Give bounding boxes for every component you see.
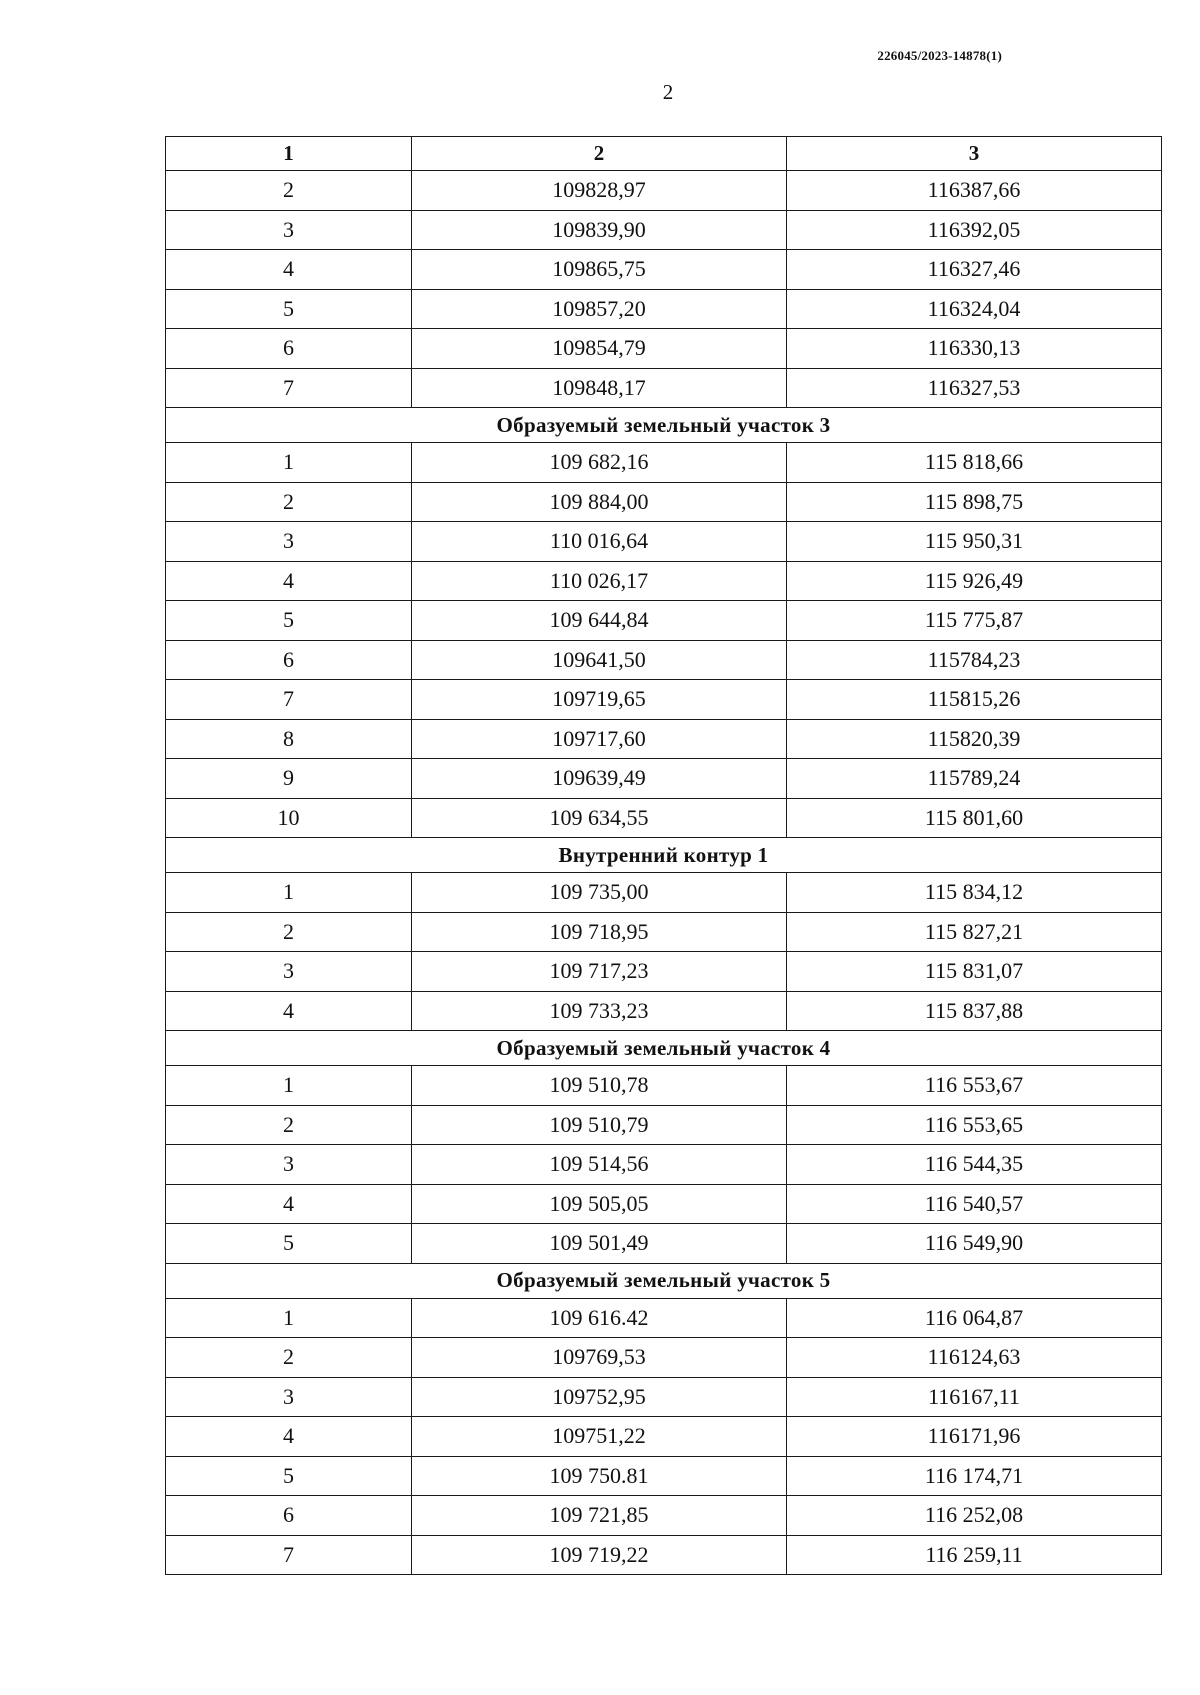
x-coordinate-cell: 109 718,95 [412, 912, 787, 952]
table-row [166, 1184, 1162, 1224]
point-number-cell: 5 [166, 289, 412, 329]
x-coordinate-cell: 109717,60 [412, 719, 787, 759]
point-number-cell: 4 [166, 1417, 412, 1457]
point-number-cell: 3 [166, 1145, 412, 1185]
document-number: 226045/2023-14878(1) [877, 48, 1002, 63]
x-coordinate-cell: 109641,50 [412, 640, 787, 680]
x-coordinate-cell: 109848,17 [412, 368, 787, 408]
table-row [166, 991, 1162, 1031]
table-row [166, 912, 1162, 952]
x-coordinate-cell: 110 026,17 [412, 561, 787, 601]
column-header-1: 1 [166, 137, 412, 171]
x-coordinate-cell: 109751,22 [412, 1417, 787, 1457]
point-number-cell: 7 [166, 680, 412, 720]
y-coordinate-cell: 116 259,11 [787, 1535, 1162, 1575]
y-coordinate-cell: 116 544,35 [787, 1145, 1162, 1185]
x-coordinate-cell: 109 505,05 [412, 1184, 787, 1224]
point-number-cell: 1 [166, 1066, 412, 1106]
y-coordinate-cell: 115 837,88 [787, 991, 1162, 1031]
x-coordinate-cell: 109 510,78 [412, 1066, 787, 1106]
x-coordinate-cell: 109 884,00 [412, 482, 787, 522]
point-number-cell: 4 [166, 561, 412, 601]
coordinates-table [165, 136, 1162, 1575]
table-row [166, 1496, 1162, 1536]
point-number-cell: 7 [166, 1535, 412, 1575]
point-number-cell: 3 [166, 522, 412, 562]
x-coordinate-cell: 109 644,84 [412, 601, 787, 641]
table-row [166, 601, 1162, 641]
y-coordinate-cell: 116124,63 [787, 1338, 1162, 1378]
x-coordinate-cell: 109 750.81 [412, 1456, 787, 1496]
point-number-cell: 6 [166, 640, 412, 680]
point-number-cell: 4 [166, 991, 412, 1031]
y-coordinate-cell: 116 553,65 [787, 1105, 1162, 1145]
table-row [166, 798, 1162, 838]
point-number-cell: 2 [166, 171, 412, 211]
y-coordinate-cell: 116 549,90 [787, 1224, 1162, 1264]
x-coordinate-cell: 109 634,55 [412, 798, 787, 838]
point-number-cell: 9 [166, 759, 412, 799]
y-coordinate-cell: 115 827,21 [787, 912, 1162, 952]
y-coordinate-cell: 115 926,49 [787, 561, 1162, 601]
table-body [166, 171, 1162, 1575]
point-number-cell: 5 [166, 1224, 412, 1264]
point-number-cell: 7 [166, 368, 412, 408]
section-row [166, 408, 1162, 443]
point-number-cell: 2 [166, 482, 412, 522]
section-title: Образуемый земельный участок 4 [166, 1031, 1162, 1066]
table-row [166, 1224, 1162, 1264]
y-coordinate-cell: 116171,96 [787, 1417, 1162, 1457]
y-coordinate-cell: 116167,11 [787, 1377, 1162, 1417]
y-coordinate-cell: 116327,46 [787, 250, 1162, 290]
table-row [166, 210, 1162, 250]
table-row [166, 443, 1162, 483]
table-row [166, 680, 1162, 720]
x-coordinate-cell: 109 616.42 [412, 1298, 787, 1338]
y-coordinate-cell: 115 801,60 [787, 798, 1162, 838]
y-coordinate-cell: 116327,53 [787, 368, 1162, 408]
x-coordinate-cell: 110 016,64 [412, 522, 787, 562]
point-number-cell: 2 [166, 1105, 412, 1145]
x-coordinate-cell: 109 514,56 [412, 1145, 787, 1185]
table-row [166, 640, 1162, 680]
section-title: Внутренний контур 1 [166, 838, 1162, 873]
y-coordinate-cell: 116 252,08 [787, 1496, 1162, 1536]
y-coordinate-cell: 116387,66 [787, 171, 1162, 211]
point-number-cell: 2 [166, 912, 412, 952]
section-title: Образуемый земельный участок 3 [166, 408, 1162, 443]
y-coordinate-cell: 116324,04 [787, 289, 1162, 329]
y-coordinate-cell: 115 950,31 [787, 522, 1162, 562]
table-row [166, 1417, 1162, 1457]
table-row [166, 522, 1162, 562]
x-coordinate-cell: 109 735,00 [412, 873, 787, 913]
y-coordinate-cell: 115784,23 [787, 640, 1162, 680]
point-number-cell: 6 [166, 329, 412, 369]
y-coordinate-cell: 116 553,67 [787, 1066, 1162, 1106]
y-coordinate-cell: 115 898,75 [787, 482, 1162, 522]
table-row [166, 1145, 1162, 1185]
point-number-cell: 3 [166, 210, 412, 250]
y-coordinate-cell: 115815,26 [787, 680, 1162, 720]
y-coordinate-cell: 115 818,66 [787, 443, 1162, 483]
x-coordinate-cell: 109 733,23 [412, 991, 787, 1031]
x-coordinate-cell: 109 717,23 [412, 952, 787, 992]
x-coordinate-cell: 109839,90 [412, 210, 787, 250]
y-coordinate-cell: 116 174,71 [787, 1456, 1162, 1496]
y-coordinate-cell: 116 540,57 [787, 1184, 1162, 1224]
table-row [166, 289, 1162, 329]
x-coordinate-cell: 109752,95 [412, 1377, 787, 1417]
point-number-cell: 4 [166, 250, 412, 290]
point-number-cell: 1 [166, 873, 412, 913]
point-number-cell: 3 [166, 1377, 412, 1417]
point-number-cell: 10 [166, 798, 412, 838]
y-coordinate-cell: 116 064,87 [787, 1298, 1162, 1338]
x-coordinate-cell: 109865,75 [412, 250, 787, 290]
x-coordinate-cell: 109719,65 [412, 680, 787, 720]
x-coordinate-cell: 109 682,16 [412, 443, 787, 483]
section-row [166, 1031, 1162, 1066]
table-row [166, 368, 1162, 408]
x-coordinate-cell: 109857,20 [412, 289, 787, 329]
table-row [166, 1377, 1162, 1417]
point-number-cell: 1 [166, 443, 412, 483]
x-coordinate-cell: 109828,97 [412, 171, 787, 211]
point-number-cell: 4 [166, 1184, 412, 1224]
column-header-3: 3 [787, 137, 1162, 171]
section-title: Образуемый земельный участок 5 [166, 1263, 1162, 1298]
point-number-cell: 2 [166, 1338, 412, 1378]
table-row [166, 1066, 1162, 1106]
column-header-2: 2 [412, 137, 787, 171]
section-row [166, 838, 1162, 873]
point-number-cell: 5 [166, 601, 412, 641]
y-coordinate-cell: 116392,05 [787, 210, 1162, 250]
table-row [166, 1105, 1162, 1145]
x-coordinate-cell: 109 719,22 [412, 1535, 787, 1575]
y-coordinate-cell: 116330,13 [787, 329, 1162, 369]
x-coordinate-cell: 109 510,79 [412, 1105, 787, 1145]
table-row [166, 1535, 1162, 1575]
x-coordinate-cell: 109769,53 [412, 1338, 787, 1378]
y-coordinate-cell: 115 831,07 [787, 952, 1162, 992]
point-number-cell: 3 [166, 952, 412, 992]
table-row [166, 1338, 1162, 1378]
x-coordinate-cell: 109854,79 [412, 329, 787, 369]
x-coordinate-cell: 109 501,49 [412, 1224, 787, 1264]
section-row [166, 1263, 1162, 1298]
x-coordinate-cell: 109639,49 [412, 759, 787, 799]
y-coordinate-cell: 115789,24 [787, 759, 1162, 799]
y-coordinate-cell: 115 775,87 [787, 601, 1162, 641]
y-coordinate-cell: 115820,39 [787, 719, 1162, 759]
table-row [166, 1298, 1162, 1338]
point-number-cell: 8 [166, 719, 412, 759]
x-coordinate-cell: 109 721,85 [412, 1496, 787, 1536]
table-header [166, 137, 1162, 171]
table-row [166, 759, 1162, 799]
point-number-cell: 1 [166, 1298, 412, 1338]
point-number-cell: 5 [166, 1456, 412, 1496]
page-number: 2 [662, 80, 674, 104]
y-coordinate-cell: 115 834,12 [787, 873, 1162, 913]
table-row [166, 561, 1162, 601]
point-number-cell: 6 [166, 1496, 412, 1536]
table-row [166, 171, 1162, 211]
table-row [166, 952, 1162, 992]
header-row [166, 137, 1162, 171]
table-row [166, 873, 1162, 913]
table-row [166, 719, 1162, 759]
table-row [166, 1456, 1162, 1496]
table-row [166, 482, 1162, 522]
table-row [166, 329, 1162, 369]
table-row [166, 250, 1162, 290]
